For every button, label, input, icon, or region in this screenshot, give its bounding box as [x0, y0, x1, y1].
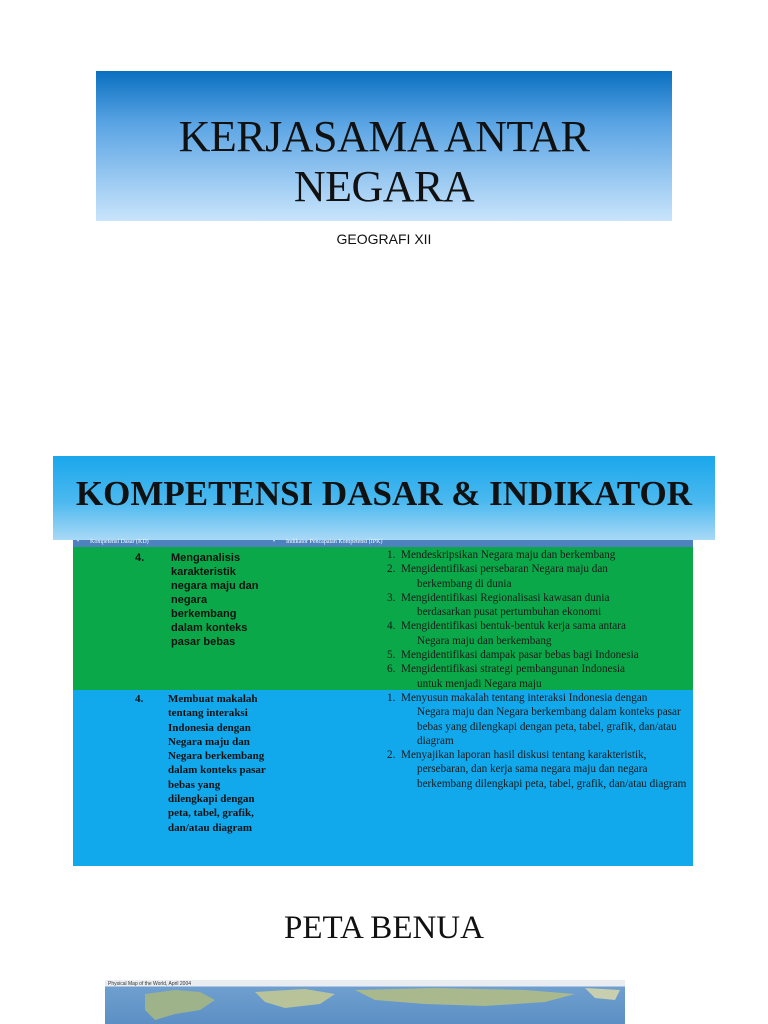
item-text: Menyajikan laporan hasil diskusi tentang karakteristik,	[401, 749, 647, 762]
list-item	[387, 562, 687, 591]
map-land-icon	[105, 980, 625, 1024]
header-ipk: Indikator Pencapaian Kompetensi (IPK)	[286, 539, 383, 545]
item-text-cont: Negara maju dan Negara berkembang dalam konteks pasar bebas yang dilengkapi dengan peta, tabel, grafik, dan/atau diagram	[417, 706, 681, 747]
list-item	[387, 691, 687, 748]
item-number: 5.	[387, 649, 396, 662]
item-text-cont: Negara maju dan berkembang	[417, 634, 552, 647]
slide-title	[96, 112, 672, 212]
item-number: 1.	[387, 549, 396, 561]
item-text: Menyusun makalah tentang interaksi Indonesia dengan	[401, 692, 648, 704]
item-text: Mengidentifikasi Regionalisasi kawasan dunia	[401, 591, 610, 604]
item-text: Mengidentifikasi dampak pasar bebas bagi Indonesia	[401, 649, 639, 662]
item-text: Mendeskripsikan Negara maju dan berkembang	[401, 549, 616, 561]
item-text: Mengidentifikasi strategi pembangunan Indonesia	[401, 663, 626, 676]
title-line-2: NEGARA	[293, 162, 475, 211]
list-item	[387, 648, 687, 662]
item-text-cont: persebaran, dan kerja sama negara maju dan negara berkembang dilengkapi peta, tabel, grafik, dan/atau diagram	[417, 763, 687, 790]
kd-cell-2	[135, 692, 295, 866]
list-item	[387, 591, 687, 620]
header-bullet-1: •	[77, 539, 80, 545]
table-header	[73, 540, 693, 547]
kd-text: Membuat makalah tentang interaksi Indonesia dengan Negara maju dan Negara berkembang dalam konteks pasar bebas yang dilengkapi dengan peta, tabel, grafik, dan/atau diagram	[168, 693, 266, 834]
item-text: Mengidentifikasi bentuk-bentuk kerja sama antara	[401, 620, 626, 633]
slide-subtitle: GEOGRAFI XII	[336, 231, 432, 247]
item-number: 4.	[387, 620, 396, 633]
item-number: 1.	[387, 692, 396, 704]
kd-text: Menganalisis karakteristik negara maju dan negara berkembang dalam konteks pasar bebas	[171, 552, 259, 648]
header-bullet-2: •	[273, 539, 276, 545]
item-text: Mengidentifikasi persebaran Negara maju dan	[401, 563, 608, 576]
list-item	[387, 548, 687, 562]
kd-number: 4.	[135, 693, 144, 705]
peta-slide-title: PETA BENUA	[284, 910, 484, 946]
item-text-cont: berkembang di dunia	[417, 577, 512, 590]
map-caption: Physical Map of the World, April 2004	[108, 981, 192, 987]
list-item	[387, 748, 687, 791]
title-line-1: KERJASAMA ANTAR	[178, 112, 590, 161]
item-number: 3.	[387, 591, 396, 604]
kd-slide-title: KOMPETENSI DASAR & INDIKATOR	[75, 474, 693, 513]
world-map-image	[105, 980, 625, 1024]
item-text-cont: berdasarkan pusat pertumbuhan ekonomi	[417, 606, 602, 619]
header-kd: Kompetensi Dasar (KD)	[90, 539, 149, 545]
indicator-list-1	[387, 548, 687, 691]
item-text-cont: untuk menjadi Negara maju	[417, 677, 542, 690]
item-number: 2.	[387, 563, 396, 576]
item-number: 2.	[387, 749, 396, 762]
list-item	[387, 662, 687, 691]
kd-number: 4.	[135, 552, 145, 564]
indicator-list-2	[387, 691, 687, 791]
item-number: 6.	[387, 663, 396, 676]
kd-cell-1	[135, 551, 295, 649]
list-item	[387, 619, 687, 648]
